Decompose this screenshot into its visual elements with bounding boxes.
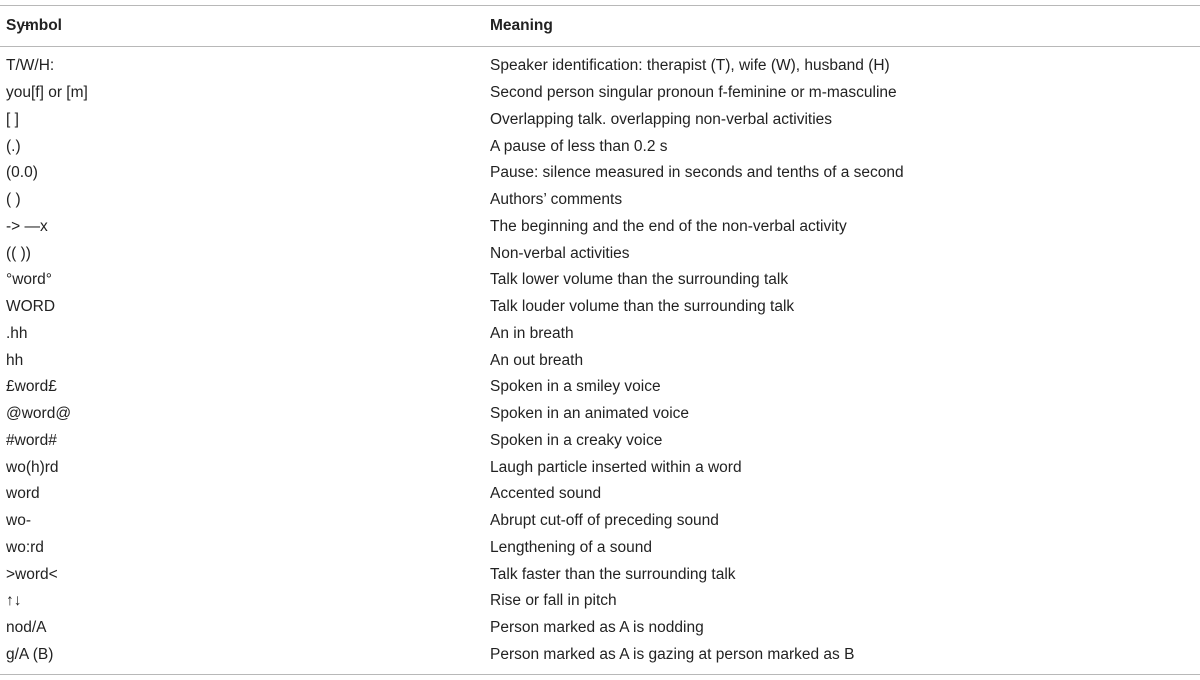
meaning-cell: Authors’ comments bbox=[490, 191, 623, 209]
symbol-cell: you[f] or [m] bbox=[6, 84, 88, 102]
meaning-cell: Spoken in a smiley voice bbox=[490, 378, 661, 396]
symbol-cell: wo- bbox=[6, 512, 31, 530]
table-row bbox=[0, 508, 1200, 535]
meaning-cell: Laugh particle inserted within a word bbox=[490, 458, 742, 476]
table-row bbox=[0, 535, 1200, 562]
symbol-cell: .hh bbox=[6, 324, 28, 342]
table-row bbox=[0, 267, 1200, 294]
table-row bbox=[0, 401, 1200, 428]
table-row bbox=[0, 187, 1200, 214]
table-row bbox=[0, 428, 1200, 455]
meaning-cell: Talk louder volume than the surrounding talk bbox=[490, 298, 795, 316]
meaning-cell: Overlapping talk. overlapping non-verbal activities bbox=[490, 110, 833, 128]
meaning-cell: Talk lower volume than the surrounding talk bbox=[490, 271, 789, 289]
table-body bbox=[0, 47, 1200, 674]
meaning-cell: Abrupt cut-off of preceding sound bbox=[490, 512, 719, 530]
meaning-cell: Rise or fall in pitch bbox=[490, 592, 617, 610]
meaning-cell: Talk faster than the surrounding talk bbox=[490, 565, 736, 583]
accent-underline-mark bbox=[22, 25, 30, 26]
symbol-cell: -> —x bbox=[6, 217, 48, 235]
meaning-cell: Speaker identification: therapist (T), wife (W), husband (H) bbox=[490, 57, 890, 75]
meaning-cell: Person marked as A is gazing at person marked as B bbox=[490, 645, 855, 663]
table-row bbox=[0, 374, 1200, 401]
table-row bbox=[0, 454, 1200, 481]
symbol-cell: (( )) bbox=[6, 244, 31, 262]
symbol-cell: (0.0) bbox=[6, 164, 38, 182]
symbol-cell: [ ] bbox=[6, 110, 19, 128]
transcription-symbols-table bbox=[0, 5, 1200, 675]
table-row bbox=[0, 481, 1200, 508]
symbol-cell: wo(h)rd bbox=[6, 458, 59, 476]
symbol-cell: >word< bbox=[6, 565, 58, 583]
symbol-cell: £word£ bbox=[6, 378, 57, 396]
table-row bbox=[0, 294, 1200, 321]
table-row bbox=[0, 107, 1200, 134]
meaning-cell: Accented sound bbox=[490, 485, 602, 503]
table-row bbox=[0, 588, 1200, 615]
meaning-cell: Spoken in an animated voice bbox=[490, 405, 690, 423]
table-row bbox=[0, 160, 1200, 187]
table-row bbox=[0, 642, 1200, 669]
symbol-cell: wo:rd bbox=[6, 538, 44, 556]
symbol-cell: ↑↓ bbox=[6, 592, 22, 610]
symbol-cell: word bbox=[6, 485, 40, 503]
table-row bbox=[0, 347, 1200, 374]
table-row bbox=[0, 615, 1200, 642]
symbol-cell: T/W/H: bbox=[6, 57, 55, 75]
symbol-cell: #word# bbox=[6, 431, 57, 449]
table-row bbox=[0, 321, 1200, 348]
meaning-cell: A pause of less than 0.2 s bbox=[490, 137, 668, 155]
symbol-cell: WORD bbox=[6, 298, 56, 316]
header-meaning: Meaning bbox=[490, 17, 553, 34]
table-row bbox=[0, 561, 1200, 588]
symbol-cell: °word° bbox=[6, 271, 52, 289]
header-symbol: Symbol bbox=[6, 17, 62, 34]
meaning-cell: Person marked as A is nodding bbox=[490, 619, 704, 637]
meaning-cell: An out breath bbox=[490, 351, 584, 369]
table-row bbox=[0, 80, 1200, 107]
table-header-row bbox=[0, 6, 1200, 47]
symbol-cell: (.) bbox=[6, 137, 21, 155]
meaning-cell: Second person singular pronoun f-feminine or m-masculine bbox=[490, 84, 897, 102]
table-row bbox=[0, 240, 1200, 267]
meaning-cell: Lengthening of a sound bbox=[490, 538, 653, 556]
symbol-cell: @word@ bbox=[6, 405, 72, 423]
meaning-cell: Non-verbal activities bbox=[490, 244, 630, 262]
symbol-cell: hh bbox=[6, 351, 24, 369]
table-row bbox=[0, 133, 1200, 160]
symbol-cell: g/A (B) bbox=[6, 645, 54, 663]
meaning-cell: Spoken in a creaky voice bbox=[490, 431, 663, 449]
table-row bbox=[0, 53, 1200, 80]
symbol-cell: ( ) bbox=[6, 191, 21, 209]
meaning-cell: Pause: silence measured in seconds and tenths of a second bbox=[490, 164, 904, 182]
meaning-cell: An in breath bbox=[490, 324, 574, 342]
symbol-cell: nod/A bbox=[6, 619, 47, 637]
meaning-cell: The beginning and the end of the non-verbal activity bbox=[490, 217, 847, 235]
table-row bbox=[0, 214, 1200, 241]
